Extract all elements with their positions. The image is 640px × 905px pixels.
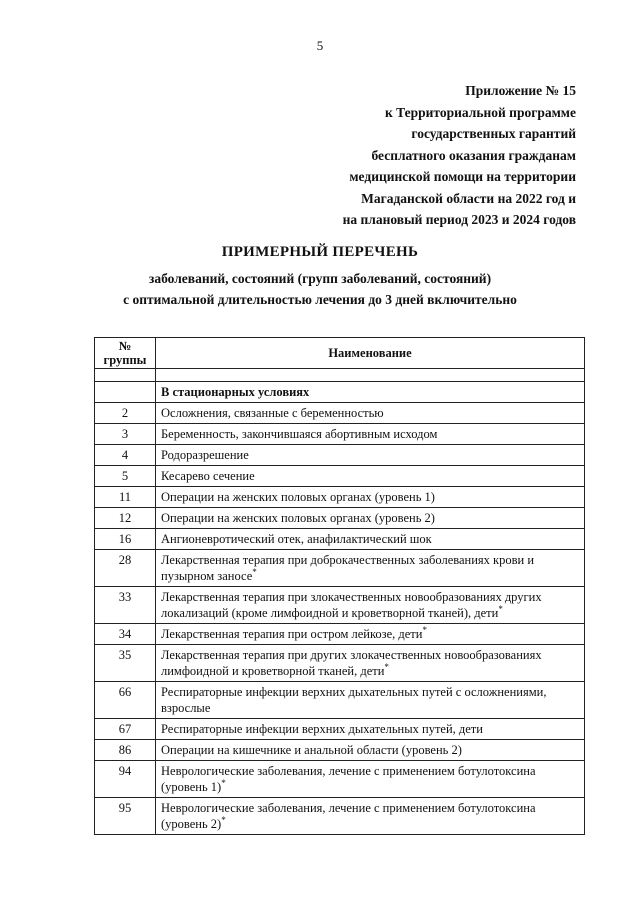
table-row	[95, 798, 585, 835]
group-name-text: Беременность, закончившаяся абортивным исходом	[161, 427, 438, 441]
table-row	[95, 550, 585, 587]
appendix-header	[246, 80, 576, 231]
group-number-cell: 33	[95, 587, 156, 624]
disease-groups-table	[94, 337, 585, 835]
group-number-cell: 34	[95, 624, 156, 645]
subtitle-line: с оптимальной длительностью лечения до 3 дней включительно	[123, 292, 517, 307]
group-name-cell	[156, 466, 585, 487]
group-number-cell: 66	[95, 682, 156, 719]
group-name-cell	[156, 624, 585, 645]
group-name-cell	[156, 682, 585, 719]
group-number-cell: 5	[95, 466, 156, 487]
group-name-text: Родоразрешение	[161, 448, 249, 462]
group-number-cell: 28	[95, 550, 156, 587]
table-row	[95, 761, 585, 798]
group-name-text: Лекарственная терапия при остром лейкозе, дети	[161, 627, 423, 641]
blank-cell	[95, 369, 156, 382]
table-row	[95, 529, 585, 550]
document-title: ПРИМЕРНЫЙ ПЕРЕЧЕНЬ	[221, 244, 419, 260]
group-name-cell	[156, 719, 585, 740]
group-name-text: Лекарственная терапия при доброкачественных заболеваниях крови и пузырном заносе	[161, 553, 535, 583]
group-name-text: Лекарственная терапия при злокачественных новообразованиях других локализаций (кроме лимфоидной и кроветворной тканей), дети	[161, 590, 542, 620]
footnote-marker: *	[252, 566, 257, 577]
appendix-line: Магаданской области на 2022 год и	[361, 190, 576, 206]
group-number-cell: 4	[95, 445, 156, 466]
table-row	[95, 508, 585, 529]
group-number-cell: 35	[95, 645, 156, 682]
group-name-text: Респираторные инфекции верхних дыхательных путей с осложнениями, взрослые	[161, 685, 547, 715]
table-row	[95, 624, 585, 645]
table-row	[95, 403, 585, 424]
appendix-line: на плановый период 2023 и 2024 годов	[342, 212, 576, 227]
group-name-cell	[156, 550, 585, 587]
group-name-cell	[156, 740, 585, 761]
group-number-cell: 11	[95, 487, 156, 508]
table-row	[95, 740, 585, 761]
table-row	[95, 424, 585, 445]
table-row	[95, 682, 585, 719]
section-row	[95, 382, 585, 403]
appendix-line: Приложение № 15	[465, 83, 576, 98]
group-name-cell	[156, 761, 585, 798]
table-row	[95, 487, 585, 508]
appendix-line: бесплатного оказания гражданам	[371, 147, 576, 163]
document-subtitle	[0, 268, 640, 310]
table-row	[95, 645, 585, 682]
group-name-cell	[156, 445, 585, 466]
group-name-text: Неврологические заболевания, лечение с применением ботулотоксина (уровень 2)	[161, 801, 536, 831]
group-name-text: Операции на женских половых органах (уровень 2)	[161, 511, 435, 525]
header-num-label: группы	[103, 353, 147, 367]
group-number-cell: 16	[95, 529, 156, 550]
group-number-cell: 67	[95, 719, 156, 740]
blank-row	[95, 369, 585, 382]
group-name-text: Лекарственная терапия при других злокачественных новообразованиях лимфоидной и кроветворной тканей, дети	[161, 648, 542, 678]
group-number-cell: 86	[95, 740, 156, 761]
group-number-cell: 12	[95, 508, 156, 529]
table-row	[95, 445, 585, 466]
group-name-cell	[156, 403, 585, 424]
table-header-row	[95, 338, 585, 369]
footnote-marker: *	[422, 624, 427, 635]
footnote-marker: *	[221, 777, 226, 788]
appendix-line: к Территориальной программе	[385, 104, 576, 120]
group-name-cell	[156, 798, 585, 835]
section-num-cell	[95, 382, 156, 403]
header-name: Наименование	[156, 338, 585, 369]
group-name-text: Неврологические заболевания, лечение с применением ботулотоксина (уровень 1)	[161, 764, 536, 794]
group-name-text: Операции на кишечнике и анальной области (уровень 2)	[161, 743, 462, 757]
group-name-text: Респираторные инфекции верхних дыхательных путей, дети	[161, 722, 483, 736]
group-name-cell	[156, 424, 585, 445]
group-name-cell	[156, 645, 585, 682]
appendix-line: медицинской помощи на территории	[349, 169, 576, 184]
footnote-marker: *	[221, 814, 226, 825]
group-name-cell	[156, 487, 585, 508]
group-number-cell: 2	[95, 403, 156, 424]
header-group-number	[95, 338, 156, 369]
group-name-cell	[156, 508, 585, 529]
header-num-symbol: №	[118, 339, 132, 353]
group-name-text: Операции на женских половых органах (уровень 1)	[161, 490, 435, 504]
appendix-line: государственных гарантий	[411, 126, 576, 141]
group-name-text: Ангионевротический отек, анафилактический шок	[161, 532, 432, 546]
footnote-marker: *	[498, 603, 503, 614]
group-name-cell	[156, 529, 585, 550]
blank-cell	[156, 369, 585, 382]
group-number-cell: 94	[95, 761, 156, 798]
footnote-marker: *	[384, 661, 389, 672]
group-number-cell: 3	[95, 424, 156, 445]
page-number: 5	[316, 38, 324, 53]
group-name-text: Осложнения, связанные с беременностью	[161, 406, 384, 420]
table-row	[95, 719, 585, 740]
section-title: В стационарных условиях	[156, 382, 585, 403]
group-name-cell	[156, 587, 585, 624]
group-number-cell: 95	[95, 798, 156, 835]
table-row	[95, 587, 585, 624]
table-row	[95, 466, 585, 487]
subtitle-line: заболеваний, состояний (групп заболеваний, состояний)	[148, 271, 492, 286]
group-name-text: Кесарево сечение	[161, 469, 255, 483]
